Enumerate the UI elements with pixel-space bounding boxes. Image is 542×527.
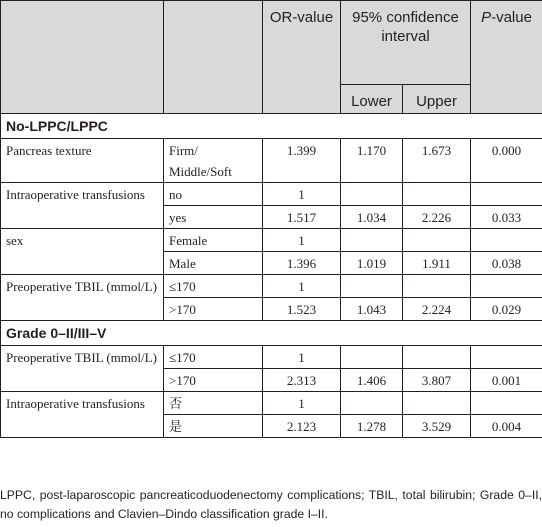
table-row [1, 275, 542, 298]
p-value-cell: 0.004 [471, 415, 542, 438]
or-value-cell: 1 [263, 229, 341, 252]
variable-cell: Preoperative TBIL (mmol/L) [1, 275, 164, 321]
ci-upper-cell: 1.673 [403, 139, 471, 183]
or-value-cell: 1.396 [263, 252, 341, 275]
p-value-cell [471, 229, 542, 252]
p-value-cell: 0.001 [471, 369, 542, 392]
or-value-cell: 1.399 [263, 139, 341, 183]
level-cell: 否 [164, 392, 263, 415]
table-row [1, 392, 542, 415]
level-cell: >170 [164, 369, 263, 392]
or-value-cell: 1 [263, 346, 341, 369]
header-p-suffix: -value [491, 9, 532, 26]
level-cell: 是 [164, 415, 263, 438]
level-cell: Firm/ Middle/Soft [164, 139, 263, 183]
variable-cell: Preoperative TBIL (mmol/L) [1, 346, 164, 392]
ci-upper-cell: 3.529 [403, 415, 471, 438]
ci-upper-cell [403, 229, 471, 252]
ci-lower-cell [341, 183, 403, 206]
p-value-cell: 0.033 [471, 206, 542, 229]
level-cell: ≤170 [164, 275, 263, 298]
ci-lower-cell: 1.019 [341, 252, 403, 275]
level-cell: Male [164, 252, 263, 275]
header-level-cell [164, 1, 263, 114]
ci-upper-cell: 1.911 [403, 252, 471, 275]
p-value-cell [471, 183, 542, 206]
header-or-value: OR-value [263, 1, 341, 114]
level-cell: yes [164, 206, 263, 229]
p-value-cell: 0.038 [471, 252, 542, 275]
ci-lower-cell [341, 392, 403, 415]
header-upper: Upper [403, 85, 471, 114]
ci-upper-cell: 2.224 [403, 298, 471, 321]
or-value-cell: 1 [263, 275, 341, 298]
ci-upper-cell: 2.226 [403, 206, 471, 229]
ci-lower-cell [341, 275, 403, 298]
header-variable-cell [1, 1, 164, 114]
p-value-cell: 0.029 [471, 298, 542, 321]
level-cell: >170 [164, 298, 263, 321]
level-cell: ≤170 [164, 346, 263, 369]
ci-lower-cell: 1.406 [341, 369, 403, 392]
variable-cell: Intraoperative transfusions [1, 183, 164, 229]
ci-upper-cell [403, 346, 471, 369]
p-value-cell [471, 392, 542, 415]
header-p-letter: P [481, 9, 492, 26]
p-value-cell: 0.000 [471, 139, 542, 183]
or-value-cell: 1 [263, 392, 341, 415]
ci-lower-cell: 1.043 [341, 298, 403, 321]
variable-cell: Pancreas texture [1, 139, 164, 183]
ci-lower-cell: 1.278 [341, 415, 403, 438]
variable-cell: sex [1, 229, 164, 275]
section-header-row [1, 114, 542, 139]
ci-upper-cell [403, 392, 471, 415]
ci-lower-cell [341, 229, 403, 252]
section-header-row [1, 321, 542, 346]
header-lower: Lower [341, 85, 403, 114]
or-value-cell: 2.123 [263, 415, 341, 438]
p-value-cell [471, 275, 542, 298]
or-value-cell: 1 [263, 183, 341, 206]
table-row [1, 183, 542, 206]
or-value-cell: 1.517 [263, 206, 341, 229]
ci-lower-cell: 1.170 [341, 139, 403, 183]
section-title: Grade 0–II/III–V [1, 321, 542, 346]
ci-upper-cell [403, 183, 471, 206]
table-row [1, 346, 542, 369]
header-p-value [471, 1, 542, 114]
ci-upper-cell: 3.807 [403, 369, 471, 392]
level-cell: Female [164, 229, 263, 252]
or-value-cell: 2.313 [263, 369, 341, 392]
p-value-cell [471, 346, 542, 369]
table-body [1, 114, 542, 438]
variable-cell: Intraoperative transfusions [1, 392, 164, 438]
ci-lower-cell: 1.034 [341, 206, 403, 229]
or-value-cell: 1.523 [263, 298, 341, 321]
ci-lower-cell [341, 346, 403, 369]
section-title: No-LPPC/LPPC [1, 114, 542, 139]
table-footnote: LPPC, post-laparoscopic pancreaticoduodenectomy complications; TBIL, total bilirubin; Grade 0–II, no complications and Clavien–Dindo classification grade I–II. [0, 488, 542, 521]
header-confidence-interval: 95% confidence interval [341, 1, 471, 85]
table-row [1, 229, 542, 252]
ci-upper-cell [403, 275, 471, 298]
table-row [1, 139, 542, 183]
level-cell: no [164, 183, 263, 206]
